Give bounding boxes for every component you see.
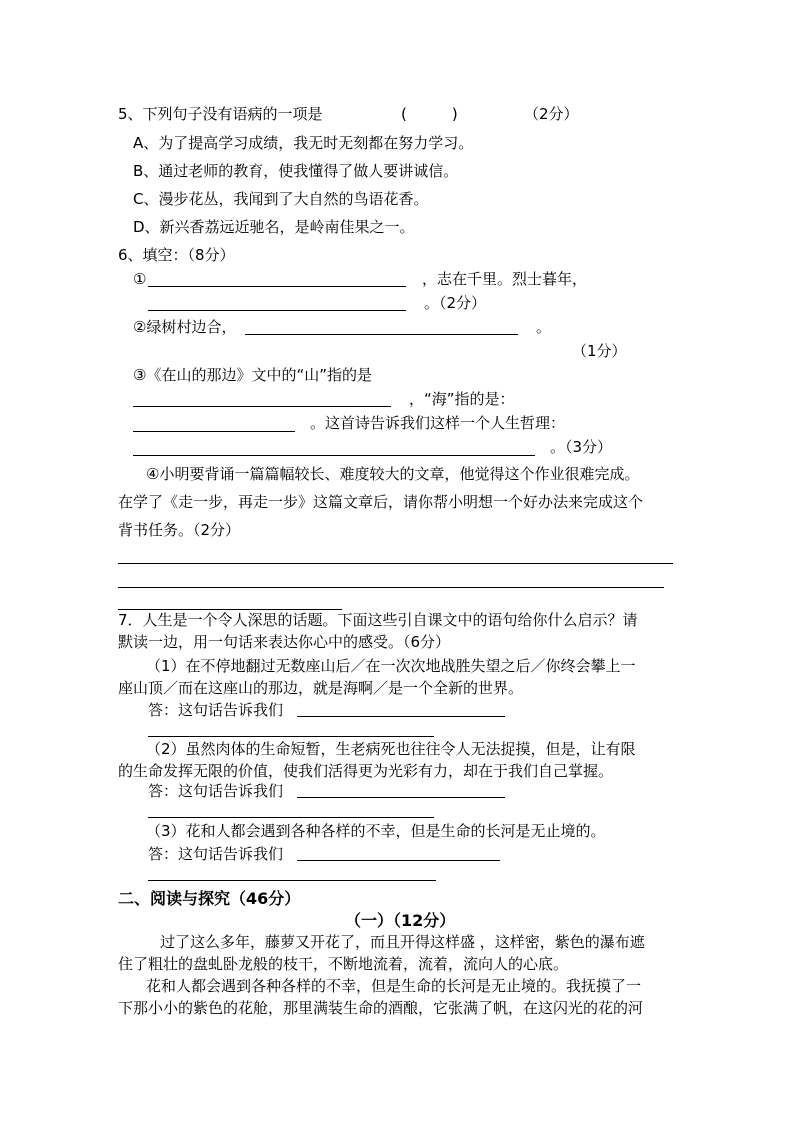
q7-sentence3-line1: （3）花和人都会遇到各种各样的不幸，但是生命的长河是无止境的。: [146, 822, 606, 840]
q6-title: 6、填空：（8分）: [118, 246, 235, 264]
blank-line[interactable]: [133, 406, 391, 407]
blank-line[interactable]: [148, 286, 406, 287]
q7-line2: 默读一边，用一句话来表达你心中的感受。（6分）: [118, 633, 451, 651]
q5-option-c: C、漫步花丛，我闻到了大自然的鸟语花香。: [133, 190, 429, 208]
blank-line[interactable]: [133, 455, 535, 456]
answer-line[interactable]: [297, 797, 505, 798]
q6-item2-end: 。: [536, 318, 552, 336]
answer-line[interactable]: [118, 609, 342, 610]
passage-p2-line1: 花和人都会遇到各种各样的不幸，但是生命的长河是无止境的。我抚摸了一: [146, 977, 642, 995]
answer-line[interactable]: [118, 563, 673, 564]
answer-line[interactable]: [297, 716, 505, 717]
q7-sentence1-line2: 座山顶／而在这座山的那边，就是海啊／是一个全新的世界。: [118, 679, 524, 697]
q6-item3-mid: ，“海”指的是：: [409, 390, 515, 408]
answer-line[interactable]: [118, 587, 664, 588]
q6-item4-line1: ④小明要背诵一篇篇幅较长、难度较大的文章，他觉得这个作业很难完成。: [146, 465, 640, 483]
passage-p1-line1: 过了这么多年，藤萝又开花了，而且开得这样盛 ，这样密，紫色的瀑布遮: [160, 933, 645, 951]
blank-line[interactable]: [148, 310, 406, 311]
q7-answer-prompt-1: 答：这句话告诉我们: [148, 701, 284, 719]
q5-answer-paren: ( ): [401, 105, 458, 123]
blank-line[interactable]: [245, 334, 518, 335]
q6-item3: ③《在山的那边》文中的“山”指的是: [133, 366, 372, 384]
q5-stem: 5、下列句子没有语病的一项是: [118, 105, 323, 123]
answer-line[interactable]: [148, 817, 434, 818]
passage-p1-line2: 住了粗壮的盘虬卧龙般的枝干，不断地流着，流着，流向人的心底。: [118, 955, 569, 973]
q7-sentence1-line1: （1）在不停地翻过无数座山后／在一次次地战胜失望之后／你终会攀上一: [146, 657, 636, 675]
q5-option-b: B、通过老师的教育，使我懂得了做人要讲诚信。: [133, 162, 459, 180]
q6-item4-line2: 在学了《走一步，再走一步》这篇文章后，请你帮小明想一个好办法来完成这个: [118, 493, 644, 511]
answer-line[interactable]: [148, 880, 436, 881]
q5-option-a: A、为了提高学习成绩，我无时无刻都在努力学习。: [133, 134, 474, 152]
q7-answer-prompt-3: 答：这句话告诉我们: [148, 845, 284, 863]
q6-item3-tail: 。这首诗告诉我们这样一个人生哲理：: [310, 414, 566, 432]
blank-line[interactable]: [133, 431, 295, 432]
q7-sentence2-line1: （2）虽然肉体的生命短暂，生老病死也往往令人无法捉摸，但是，让有限: [146, 740, 636, 758]
q6-item1-tail: ，志在千里。烈士暮年，: [422, 270, 588, 288]
section2-subtitle: （一）（12分）: [345, 911, 456, 930]
q7-sentence2-line2: 的生命发挥无限的价值，使我们活得更为光彩有力，却在于我们自己掌握。: [118, 762, 614, 780]
answer-line[interactable]: [297, 860, 500, 861]
q7-answer-prompt-2: 答：这句话告诉我们: [148, 782, 284, 800]
q6-item4-line3: 背书任务。（2分）: [118, 521, 241, 539]
answer-line[interactable]: [148, 736, 434, 737]
passage-p2-line2: 下那小小的紫色的花舱，那里满装生命的酒酿，它张满了帆，在这闪光的花的河: [118, 999, 644, 1017]
q5-option-d: D、新兴香荔远近驰名，是岭南佳果之一。: [133, 218, 415, 236]
q5-score: （2分）: [524, 105, 579, 123]
q6-item2-score: （1分）: [572, 342, 627, 360]
q7-line1: 7．人生是一个令人深思的话题。下面这些引自课文中的语句给你什么启示？请: [118, 611, 638, 629]
section2-title: 二、阅读与探究（46分）: [118, 889, 301, 908]
q6-item1-end: 。（2分）: [424, 294, 487, 312]
q6-item2: ②绿树村边合，: [133, 318, 237, 336]
q6-item1-num: ①: [133, 270, 147, 288]
q6-item3-end: 。（3分）: [550, 438, 613, 456]
